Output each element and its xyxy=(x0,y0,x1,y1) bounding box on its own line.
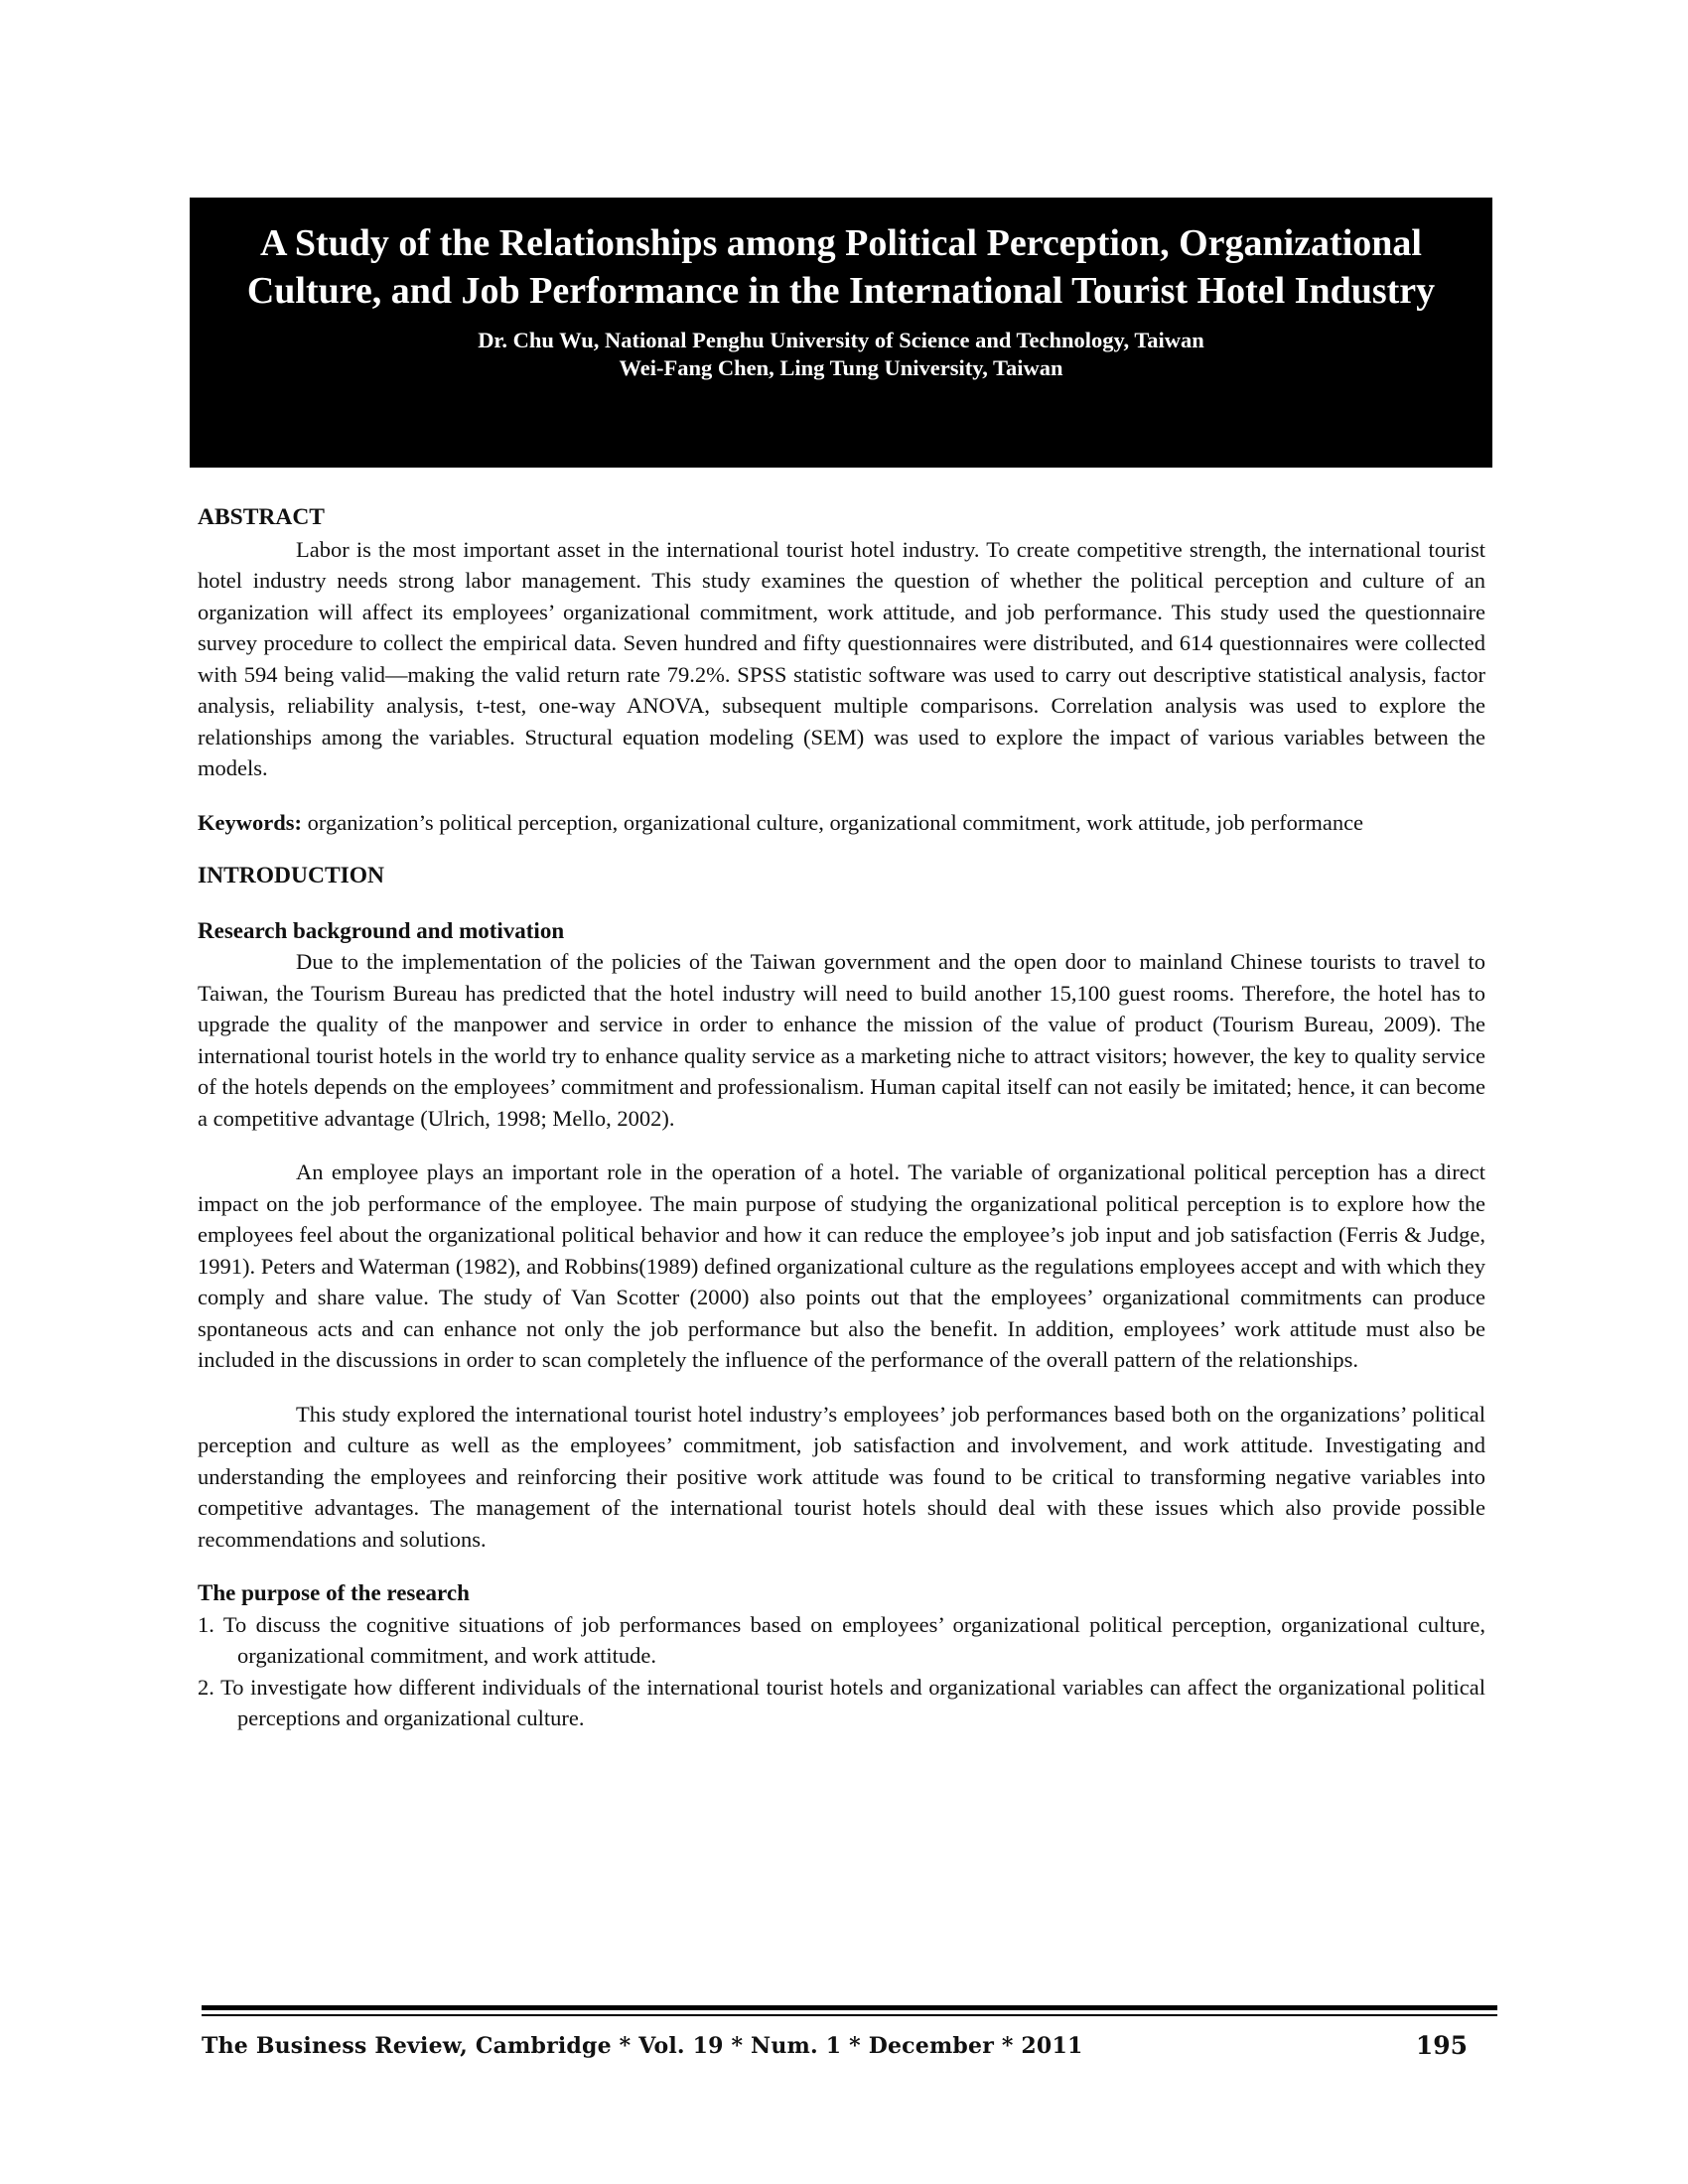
page-number: 195 xyxy=(1415,2031,1468,2060)
research-background-heading: Research background and motivation xyxy=(198,917,565,943)
keywords xyxy=(198,807,1485,839)
intro-paragraph-1: Due to the implementation of the policies of the Taiwan government and the open door to mainland Chinese tourists to travel to Taiwan, the Tourism Bureau has predicted that the hotel industry will need to build another 15,100 guest rooms. Therefore, the hotel has to upgrade the quality of the manpower and service in order to enhance the mission of the value of product (Tourism Bureau, 2009). The international tourist hotels in the world try to enhance quality service as a marketing niche to attract visitors; however, the key to quality service of the hotels depends on the employees’ commitment and professionalism. Human capital itself can not easily be imitated; hence, it can become a competitive advantage (Ulrich, 1998; Mello, 2002). xyxy=(198,949,1485,1131)
footer-rule-thick xyxy=(202,2005,1497,2010)
paper-body xyxy=(198,502,1485,1734)
title-banner xyxy=(190,198,1492,468)
abstract-heading: ABSTRACT xyxy=(198,504,325,530)
intro-paragraph-2: An employee plays an important role in the operation of a hotel. The variable of organizational political perception has a direct impact on the job performance of the employee. The main purpose of studying the organizational political perception is to explore how the employees feel about the organizational political behavior and how it can reduce the employee’s job input and job satisfaction (Ferris & Judge, 1991). Peters and Waterman (1982), and Robbins(1989) defined organizational culture as the regulations employees accept and with which they comply and share value. The study of Van Scotter (2000) also points out that the employees’ organizational commitments can produce spontaneous acts and can enhance not only the job performance but also the benefit. In addition, employees’ work attitude must also be included in the discussions in order to scan completely the influence of the performance of the overall pattern of the relationships. xyxy=(198,1160,1485,1372)
keywords-label: Keywords: xyxy=(198,809,302,835)
author-line-1: Dr. Chu Wu, National Penghu University of Science and Technology, Taiwan xyxy=(478,328,1204,352)
purpose-list xyxy=(198,1609,1485,1734)
author-line-2: Wei-Fang Chen, Ling Tung University, Taiwan xyxy=(619,355,1063,380)
abstract-text: Labor is the most important asset in the international tourist hotel industry. To create competitive strength, the international tourist hotel industry needs strong labor management. This study examines the question of whether the political perception and culture of an organization will affect its employees’ organizational commitment, work attitude, and job performance. This study used the questionnaire survey procedure to collect the empirical data. Seven hundred and fifty questionnaires were distributed, and 614 questionnaires were collected with 594 being valid—making the valid return rate 79.2%. SPSS statistic software was used to carry out descriptive statistical analysis, factor analysis, reliability analysis, t-test, one-way ANOVA, subsequent multiple comparisons. Correlation analysis was used to explore the relationships among the variables. Structural equation modeling (SEM) was used to explore the impact of various variables between the models. xyxy=(198,536,1485,780)
journal-citation: The Business Review, Cambridge * Vol. 19 * Num. 1 * December * 2011 xyxy=(202,2033,1083,2059)
purpose-item: 1. To discuss the cognitive situations of job performances based on employees’ organizational political perception, organizational culture, organizational commitment, and work attitude. xyxy=(198,1611,1485,1668)
keywords-text: organization’s political perception, organizational culture, organizational commitment, work attitude, job performance xyxy=(307,809,1364,835)
paper-title: A Study of the Relationships among Political Perception, Organizational Culture, and Job Performance in the International Tourist Hotel Industry xyxy=(246,222,1436,312)
introduction-heading: INTRODUCTION xyxy=(198,863,385,888)
intro-paragraph-3: This study explored the international tourist hotel industry’s employees’ job performances based both on the organizations’ political perception and culture as well as the employees’ commitment, job satisfaction and involvement, and work attitude. Investigating and understanding the employees and reinforcing their positive work attitude was found to be critical to transforming negative variables into competitive advantages. The management of the international tourist hotels should deal with these issues which also provide possible recommendations and solutions. xyxy=(198,1401,1485,1552)
purpose-heading: The purpose of the research xyxy=(198,1580,470,1605)
purpose-item: 2. To investigate how different individuals of the international tourist hotels and organizational variables can affect the organizational political perceptions and organizational culture. xyxy=(198,1674,1485,1730)
footer-rule-thin xyxy=(202,2014,1497,2016)
